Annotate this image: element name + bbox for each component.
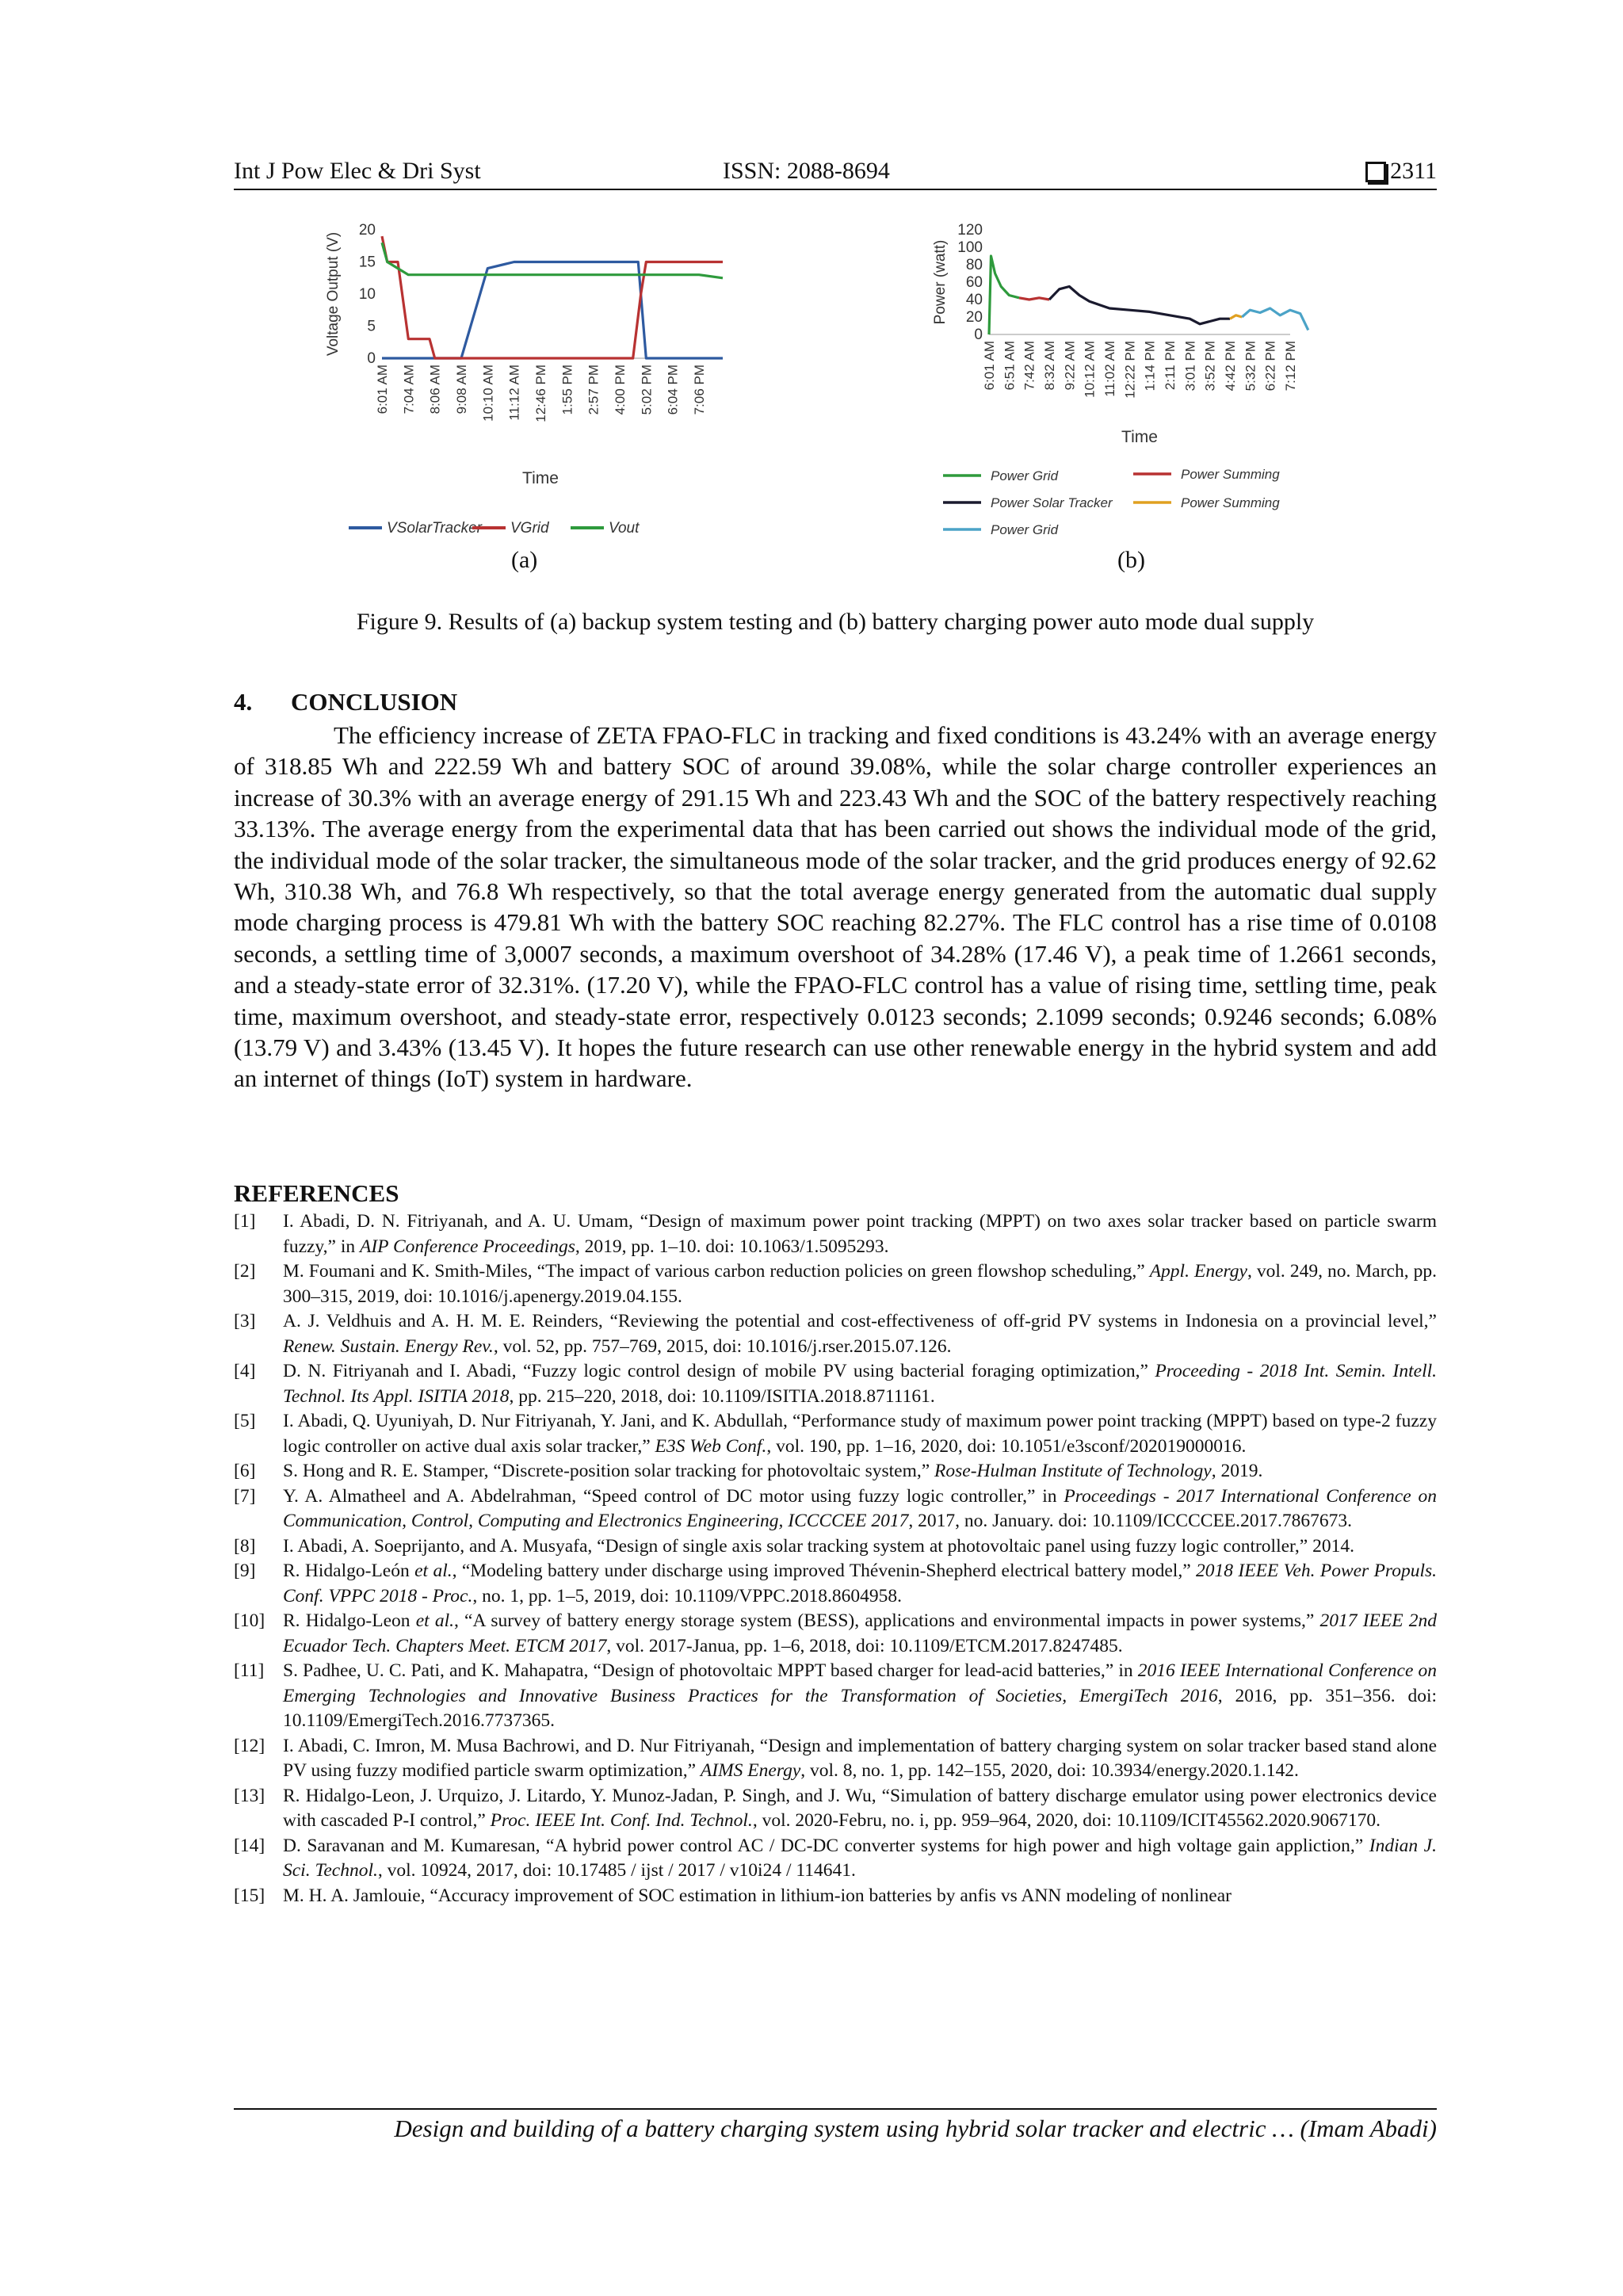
reference-venue: Proc. IEEE Int. Conf. Ind. Technol. bbox=[490, 1810, 753, 1831]
reference-venue: AIP Conference Proceedings bbox=[360, 1236, 575, 1257]
y-tick-label: 40 bbox=[965, 292, 983, 308]
references-heading: REFERENCES bbox=[234, 1179, 399, 1207]
x-tick-label: 6:51 AM bbox=[1002, 341, 1018, 391]
y-tick-label: 0 bbox=[974, 327, 983, 343]
legend-label: VGrid bbox=[510, 520, 549, 537]
figure-9 bbox=[317, 212, 1363, 585]
x-tick-label: 6:01 AM bbox=[375, 365, 390, 415]
reference-number: [10] bbox=[234, 1610, 265, 1631]
reference-venue: E3S Web Conf. bbox=[655, 1435, 767, 1457]
x-tick-label: 1:14 PM bbox=[1142, 341, 1158, 392]
chart-a-svg bbox=[317, 212, 745, 545]
x-tick-label: 6:04 PM bbox=[665, 365, 681, 415]
panel-b-label: (b) bbox=[1117, 547, 1145, 573]
x-tick-label: 4:00 PM bbox=[613, 365, 628, 415]
x-tick-label: 8:32 AM bbox=[1042, 341, 1057, 391]
reference-venue: 2018 IEEE Veh. Power Propuls. Conf. VPPC 2018 - Proc. bbox=[283, 1561, 1437, 1606]
x-tick-label: 5:02 PM bbox=[639, 365, 655, 415]
x-axis-label: Time bbox=[1121, 428, 1158, 446]
reference-item bbox=[234, 1459, 1437, 1484]
x-tick-label: 6:01 AM bbox=[982, 341, 997, 391]
x-tick-label: 5:32 PM bbox=[1243, 341, 1258, 392]
reference-number: [4] bbox=[234, 1361, 256, 1381]
x-tick-label: 10:12 AM bbox=[1082, 341, 1098, 398]
reference-text: , vol. 10924, 2017, doi: 10.17485 / ijst / 2017 / v10i24 / 114641. bbox=[377, 1860, 856, 1881]
x-tick-label: 2:57 PM bbox=[586, 365, 601, 415]
y-tick-label: 5 bbox=[367, 318, 376, 335]
y-tick-label: 60 bbox=[965, 274, 983, 291]
reference-text: M. H. A. Jamlouie, “Accuracy improvement of SOC estimation in lithium-ion batteries by anfis vs ANN modeling of nonlinear bbox=[283, 1885, 1232, 1906]
header-rule bbox=[234, 189, 1437, 190]
reference-text: S. Padhee, U. C. Pati, and K. Mahapatra, “Design of photovoltaic MPPT based charger for lead-acid batteries,” in bbox=[283, 1660, 1138, 1681]
reference-venue: Renew. Sustain. Energy Rev. bbox=[283, 1335, 494, 1357]
reference-number: [12] bbox=[234, 1735, 265, 1756]
x-tick-label: 3:52 PM bbox=[1202, 341, 1218, 392]
reference-text: I. Abadi, A. Soeprijanto, and A. Musyafa, “Design of single axis solar tracking system at photovoltaic panel using fuzzy logic controller,” 2014. bbox=[283, 1535, 1354, 1557]
y-tick-label: 80 bbox=[965, 257, 983, 273]
y-tick-label: 20 bbox=[358, 222, 376, 239]
y-axis-label: Voltage Output (V) bbox=[325, 231, 342, 357]
series-line bbox=[1242, 308, 1308, 330]
footer-rule bbox=[234, 2108, 1437, 2110]
reference-number: [15] bbox=[234, 1885, 265, 1906]
reference-text: , vol. 190, pp. 1–16, 2020, doi: 10.1051/e3sconf/202019000016. bbox=[766, 1435, 1247, 1457]
x-tick-label: 12:22 PM bbox=[1122, 341, 1138, 399]
y-axis-label: Power (watt) bbox=[932, 239, 949, 325]
reference-number: [13] bbox=[234, 1785, 265, 1806]
reference-number: [11] bbox=[234, 1660, 265, 1681]
page-header bbox=[234, 155, 1437, 190]
reference-text: , 2019. bbox=[1211, 1461, 1263, 1481]
reference-number: [2] bbox=[234, 1261, 256, 1282]
reference-text: , 2016, pp. 351–356. doi: 10.1109/EmergiTech.2016.7737365. bbox=[283, 1685, 1437, 1731]
reference-item bbox=[234, 1884, 1437, 1909]
reference-venue: AIMS Energy bbox=[700, 1760, 801, 1781]
reference-venue: et al. bbox=[414, 1561, 453, 1581]
reference-text: M. Foumani and K. Smith-Miles, “The impact of various carbon reduction policies on green flowshop scheduling,” bbox=[283, 1261, 1150, 1282]
chart-panel-b bbox=[927, 212, 1363, 585]
reference-item bbox=[234, 1259, 1437, 1309]
panel-a-label: (a) bbox=[511, 547, 538, 573]
reference-item bbox=[234, 1609, 1437, 1659]
x-tick-label: 7:42 AM bbox=[1022, 341, 1037, 391]
y-tick-label: 10 bbox=[358, 286, 376, 303]
reference-text: , pp. 215–220, 2018, doi: 10.1109/ISITIA.2018.8711161. bbox=[509, 1385, 935, 1407]
legend-label: Power Summing bbox=[1181, 467, 1280, 482]
x-tick-label: 11:12 AM bbox=[506, 365, 522, 421]
series-line bbox=[382, 236, 723, 358]
chart-panel-a bbox=[317, 212, 745, 585]
x-tick-label: 9:22 AM bbox=[1062, 341, 1078, 391]
reference-number: [6] bbox=[234, 1461, 256, 1481]
x-tick-label: 10:10 AM bbox=[480, 365, 496, 422]
chart-b-svg bbox=[927, 212, 1363, 545]
reference-text: S. Hong and R. E. Stamper, “Discrete-position solar tracking for photovoltaic system,” bbox=[283, 1461, 935, 1481]
reference-text: R. Hidalgo-Leon, J. Urquizo, J. Litardo, Y. Munoz-Jadan, P. Singh, and J. Wu, “Simulation of battery discharge emulator using power electronics device with cascaded P-I control,” bbox=[283, 1785, 1437, 1831]
journal-name: Int J Pow Elec & Dri Syst bbox=[234, 158, 481, 184]
reference-item bbox=[234, 1659, 1437, 1734]
square-icon bbox=[1365, 162, 1386, 182]
y-tick-label: 0 bbox=[367, 350, 376, 367]
reference-number: [1] bbox=[234, 1211, 256, 1232]
y-tick-label: 15 bbox=[358, 254, 376, 271]
legend-label: Power Solar Tracker bbox=[991, 495, 1113, 510]
section-heading bbox=[234, 688, 457, 716]
reference-item bbox=[234, 1784, 1437, 1834]
reference-item bbox=[234, 1359, 1437, 1409]
y-tick-label: 120 bbox=[957, 222, 983, 239]
reference-item bbox=[234, 1409, 1437, 1459]
issn: ISSN: 2088-8694 bbox=[723, 158, 890, 184]
reference-text: R. Hidalgo-Leon bbox=[283, 1610, 416, 1631]
reference-venue: 2016 IEEE International Conference on Emerging Technologies and Innovative Business Practices for the Transformation of Societies, EmergiTech 2016 bbox=[283, 1660, 1438, 1706]
reference-text: D. N. Fitriyanah and I. Abadi, “Fuzzy logic control design of mobile PV using bacterial foraging optimization,” bbox=[283, 1361, 1155, 1381]
reference-number: [3] bbox=[234, 1311, 256, 1331]
reference-number: [9] bbox=[234, 1561, 256, 1581]
legend-label: Power Summing bbox=[1181, 495, 1280, 510]
reference-text: I. Abadi, D. N. Fitriyanah, and A. U. Umam, “Design of maximum power point tracking (MPPT) on two axes solar tracker based on particle swarm fuzzy,” in bbox=[283, 1211, 1437, 1257]
x-axis-label: Time bbox=[522, 469, 559, 487]
reference-item bbox=[234, 1559, 1437, 1609]
reference-number: [5] bbox=[234, 1411, 256, 1431]
reference-text: R. Hidalgo-León bbox=[283, 1561, 415, 1581]
x-tick-label: 4:42 PM bbox=[1223, 341, 1238, 392]
reference-text: , vol. 52, pp. 757–769, 2015, doi: 10.1016/j.rser.2015.07.126. bbox=[493, 1335, 952, 1357]
reference-text: I. Abadi, C. Imron, M. Musa Bachrowi, and D. Nur Fitriyanah, “Design and implementation of battery charging system on solar tracker based stand alone PV using fuzzy modified particle swarm optimization,” bbox=[283, 1735, 1437, 1781]
x-tick-label: 1:55 PM bbox=[559, 365, 575, 415]
reference-text: , vol. 249, no. March, pp. 300–315, 2019, doi: 10.1016/j.apenergy.2019.04.155. bbox=[283, 1261, 1437, 1307]
reference-text: , vol. 2017-Janua, pp. 1–6, 2018, doi: 10.1109/ETCM.2017.8247485. bbox=[606, 1635, 1123, 1656]
series-line bbox=[1019, 298, 1049, 300]
reference-venue: et al. bbox=[415, 1610, 454, 1631]
x-tick-label: 8:06 AM bbox=[427, 365, 443, 415]
series-line bbox=[382, 262, 723, 359]
series-line bbox=[1049, 287, 1230, 324]
x-tick-label: 2:11 PM bbox=[1163, 341, 1178, 391]
reference-text: I. Abadi, Q. Uyuniyah, D. Nur Fitriyanah, Y. Jani, and K. Abdullah, “Performance study of maximum power point tracking (MPPT) based on type-2 fuzzy logic controller on active dual axis solar tracker,” bbox=[283, 1411, 1437, 1457]
x-tick-label: 7:12 PM bbox=[1283, 341, 1298, 392]
conclusion-paragraph: The efficiency increase of ZETA FPAO-FLC in tracking and fixed conditions is 43.24% with an average energy of 318.85 Wh and 222.59 Wh and battery SOC of around 39.08%, while the solar charge controller experiences an increase of 30.3% with an average energy of 291.15 Wh and 223.43 Wh and the SOC of the battery respectively reaching 33.13%. The average energy from the experimental data that has been carried out shows the individual mode of the grid, the individual mode of the solar tracker, the simultaneous mode of the solar tracker, and the grid produces energy of 92.62 Wh, 310.38 Wh, and 76.8 Wh respectively, so that the total average energy generated from the automatic dual supply mode charging process is 479.81 Wh with the battery SOC reaching 82.27%. The FLC control has a rise time of 0.0108 seconds, a settling time of 3,0007 seconds, a maximum overshoot of 34.28% (17.46 V), a peak time of 1.2661 seconds, and a steady-state error of 32.31%. (17.20 V), while the FPAO-FLC control has a value of rising time, settling time, peak time, maximum overshoot, and steady-state error, respectively 0.0123 seconds; 2.1099 seconds; 0.9246 seconds; 6.08% (13.79 V) and 3.43% (13.45 V). It hopes the future research can use other renewable energy in the hybrid system and add an internet of things (IoT) system in hardware. bbox=[234, 721, 1437, 1093]
section-title: CONCLUSION bbox=[291, 688, 458, 716]
series-line bbox=[1230, 315, 1242, 319]
reference-text: , “Modeling battery under discharge using improved Thévenin-Shepherd electrical battery model,” bbox=[452, 1561, 1197, 1581]
y-tick-label: 100 bbox=[957, 239, 983, 256]
section-number: 4. bbox=[234, 688, 253, 716]
reference-number: [8] bbox=[234, 1535, 256, 1557]
legend-label: Power Grid bbox=[991, 468, 1059, 483]
legend-label: Power Grid bbox=[991, 522, 1059, 537]
x-tick-label: 11:02 AM bbox=[1102, 341, 1117, 397]
reference-venue: Appl. Energy bbox=[1149, 1261, 1247, 1282]
y-tick-label: 20 bbox=[965, 309, 983, 326]
reference-item bbox=[234, 1534, 1437, 1560]
figure-caption: Figure 9. Results of (a) backup system testing and (b) battery charging power auto mode dual supply bbox=[356, 609, 1315, 635]
reference-text: A. J. Veldhuis and A. H. M. E. Reinders, “Reviewing the potential and cost-effectiveness of off-grid PV systems in Indonesia on a provincial level,” bbox=[283, 1311, 1437, 1331]
reference-venue: Indian J. Sci. Technol. bbox=[283, 1835, 1437, 1881]
reference-venue: Proceeding - 2018 Int. Semin. Intell. Technol. Its Appl. ISITIA 2018 bbox=[283, 1361, 1438, 1407]
reference-text: , “A survey of battery energy storage system (BESS), applications and environmental impacts in power systems,” bbox=[454, 1610, 1320, 1631]
reference-venue: Rose-Hulman Institute of Technology bbox=[934, 1461, 1212, 1481]
x-tick-label: 12:46 PM bbox=[533, 365, 548, 422]
reference-number: [7] bbox=[234, 1485, 256, 1507]
reference-text: , 2017, no. January. doi: 10.1109/ICCCCEE.2017.7867673. bbox=[908, 1511, 1353, 1531]
reference-item bbox=[234, 1734, 1437, 1784]
x-tick-label: 3:01 PM bbox=[1182, 341, 1198, 392]
reference-number: [14] bbox=[234, 1835, 265, 1856]
reference-text: , 2019, pp. 1–10. doi: 10.1063/1.5095293. bbox=[575, 1236, 889, 1257]
x-tick-label: 7:06 PM bbox=[692, 365, 707, 415]
reference-text: Y. A. Almatheel and A. Abdelrahman, “Speed control of DC motor using fuzzy logic controller,” in bbox=[283, 1485, 1064, 1507]
page-number: 2311 bbox=[1390, 158, 1437, 184]
x-tick-label: 6:22 PM bbox=[1262, 341, 1278, 392]
x-tick-label: 7:04 AM bbox=[401, 365, 417, 415]
reference-item bbox=[234, 1309, 1437, 1359]
references-list bbox=[234, 1209, 1437, 1908]
reference-venue: Proceedings - 2017 International Conference on Communication, Control, Computing and Electronics Engineering, ICCCCEE 2017 bbox=[283, 1485, 1437, 1531]
reference-item bbox=[234, 1484, 1437, 1534]
reference-venue: 2017 IEEE 2nd Ecuador Tech. Chapters Meet. ETCM 2017 bbox=[283, 1610, 1438, 1656]
reference-item bbox=[234, 1209, 1437, 1259]
series-line bbox=[382, 243, 723, 278]
legend-label: Vout bbox=[609, 520, 640, 537]
reference-text: , vol. 2020-Febru, no. i, pp. 959–964, 2020, doi: 10.1109/ICIT45562.2020.9067170. bbox=[752, 1810, 1381, 1831]
running-title: Design and building of a battery charging system using hybrid solar tracker and electric … (Imam Abadi) bbox=[394, 2115, 1437, 2142]
legend-label: VSolarTracker bbox=[387, 520, 483, 537]
reference-text: D. Saravanan and M. Kumaresan, “A hybrid power control AC / DC-DC converter systems for high power and high voltage gain appliction,” bbox=[283, 1835, 1369, 1856]
x-tick-label: 9:08 AM bbox=[454, 365, 469, 415]
reference-item bbox=[234, 1834, 1437, 1884]
reference-text: , no. 1, pp. 1–5, 2019, doi: 10.1109/VPPC.2018.8604958. bbox=[472, 1585, 902, 1606]
reference-text: , vol. 8, no. 1, pp. 142–155, 2020, doi: 10.3934/energy.2020.1.142. bbox=[800, 1760, 1299, 1781]
series-line bbox=[989, 256, 1019, 334]
